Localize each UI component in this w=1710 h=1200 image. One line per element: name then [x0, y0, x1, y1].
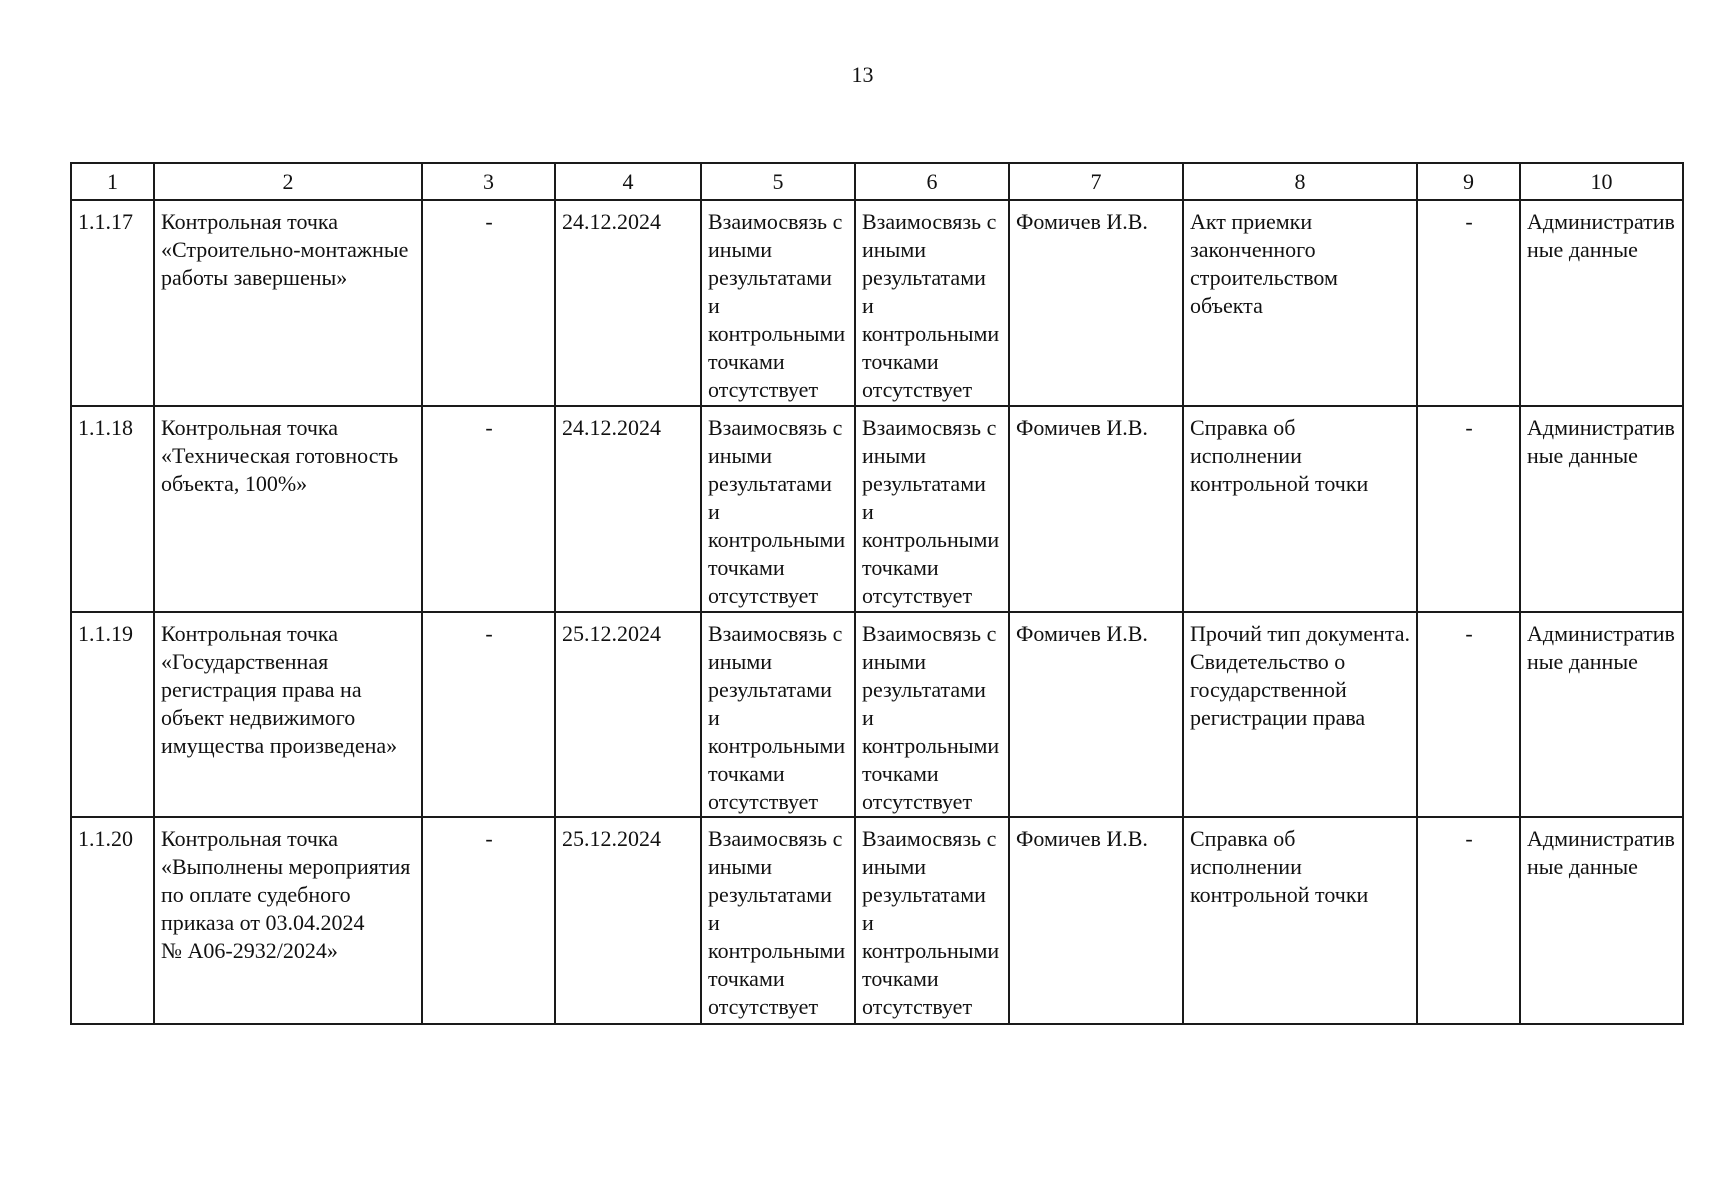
table-row	[71, 200, 1683, 406]
relation-cell: Взаимосвязь с иными результатами и контрольными точками отсутствует	[855, 200, 1009, 406]
table-header-row	[71, 163, 1683, 200]
relation-cell: Взаимосвязь с иными результатами и контрольными точками отсутствует	[701, 817, 855, 1024]
row-number-cell: 1.1.20	[71, 817, 154, 1024]
relation-cell: Взаимосвязь с иными результатами и контрольными точками отсутствует	[855, 817, 1009, 1024]
column-header: 2	[154, 163, 422, 200]
column-3-cell: -	[422, 612, 555, 817]
control-point-name-cell: Контрольная точка «Государственная регистрация права на объект недвижимого имущества произведена»	[154, 612, 422, 817]
column-3-cell: -	[422, 406, 555, 612]
column-3-cell: -	[422, 200, 555, 406]
responsible-cell: Фомичев И.В.	[1009, 612, 1183, 817]
relation-cell: Взаимосвязь с иными результатами и контрольными точками отсутствует	[855, 406, 1009, 612]
relation-cell: Взаимосвязь с иными результатами и контрольными точками отсутствует	[701, 200, 855, 406]
column-header: 10	[1520, 163, 1683, 200]
source-cell: Административные данные	[1520, 200, 1683, 406]
relation-cell: Взаимосвязь с иными результатами и контрольными точками отсутствует	[855, 612, 1009, 817]
document-cell: Справка об исполнении контрольной точки	[1183, 817, 1417, 1024]
table-row	[71, 612, 1683, 817]
responsible-cell: Фомичев И.В.	[1009, 406, 1183, 612]
table-row	[71, 406, 1683, 612]
column-9-cell: -	[1417, 817, 1520, 1024]
document-cell: Акт приемки законченного строительством объекта	[1183, 200, 1417, 406]
column-9-cell: -	[1417, 406, 1520, 612]
table-row	[71, 817, 1683, 1024]
control-point-name-cell: Контрольная точка «Выполнены мероприятия по оплате судебного приказа от 03.04.2024 № А06-2932/2024»	[154, 817, 422, 1024]
column-9-cell: -	[1417, 612, 1520, 817]
column-3-cell: -	[422, 817, 555, 1024]
date-cell: 25.12.2024	[555, 612, 701, 817]
relation-cell: Взаимосвязь с иными результатами и контрольными точками отсутствует	[701, 406, 855, 612]
control-point-name-cell: Контрольная точка «Строительно-монтажные работы завершены»	[154, 200, 422, 406]
date-cell: 24.12.2024	[555, 406, 701, 612]
date-cell: 25.12.2024	[555, 817, 701, 1024]
source-cell: Административные данные	[1520, 406, 1683, 612]
source-cell: Административные данные	[1520, 612, 1683, 817]
column-header: 9	[1417, 163, 1520, 200]
row-number-cell: 1.1.19	[71, 612, 154, 817]
document-cell: Справка об исполнении контрольной точки	[1183, 406, 1417, 612]
row-number-cell: 1.1.17	[71, 200, 154, 406]
column-header: 3	[422, 163, 555, 200]
column-header: 1	[71, 163, 154, 200]
control-points-table	[70, 162, 1684, 1025]
column-header: 5	[701, 163, 855, 200]
column-header: 6	[855, 163, 1009, 200]
responsible-cell: Фомичев И.В.	[1009, 200, 1183, 406]
page-number: 13	[851, 62, 874, 87]
relation-cell: Взаимосвязь с иными результатами и контрольными точками отсутствует	[701, 612, 855, 817]
date-cell: 24.12.2024	[555, 200, 701, 406]
column-header: 7	[1009, 163, 1183, 200]
control-point-name-cell: Контрольная точка «Техническая готовность объекта, 100%»	[154, 406, 422, 612]
source-cell: Административные данные	[1520, 817, 1683, 1024]
column-header: 8	[1183, 163, 1417, 200]
responsible-cell: Фомичев И.В.	[1009, 817, 1183, 1024]
column-header: 4	[555, 163, 701, 200]
column-9-cell: -	[1417, 200, 1520, 406]
row-number-cell: 1.1.18	[71, 406, 154, 612]
document-cell: Прочий тип документа. Свидетельство о государственной регистрации права	[1183, 612, 1417, 817]
